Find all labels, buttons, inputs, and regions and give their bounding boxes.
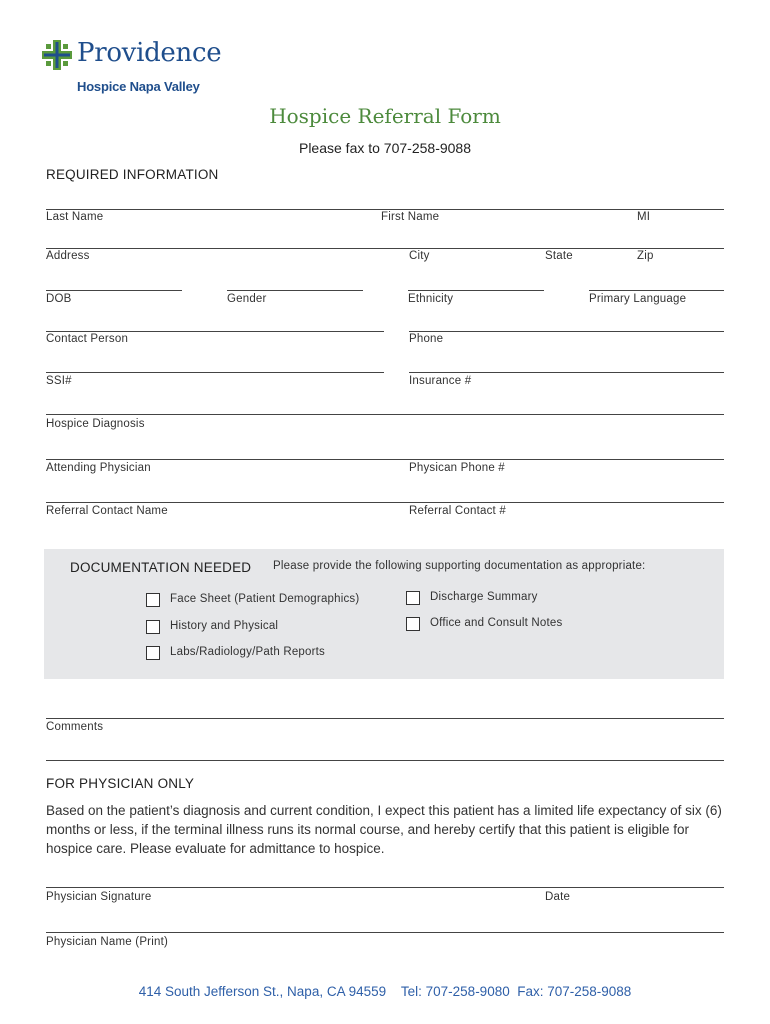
documentation-note: Please provide the following supporting documentation as appropriate: — [273, 560, 646, 572]
form-title: Hospice Referral Form — [269, 104, 501, 128]
comments-field-line-2[interactable] — [46, 760, 724, 761]
insurance-label: Insurance # — [409, 375, 472, 387]
fax-note: Please fax to 707-258-9088 — [298, 140, 471, 156]
documentation-panel — [44, 549, 724, 679]
attending-physician-field-line[interactable] — [46, 459, 724, 460]
sub-brand: Hospice Napa Valley — [77, 79, 200, 94]
brand-logo-text: Providence — [77, 38, 222, 68]
physician-signature-label: Physician Signature — [46, 891, 152, 903]
gender-label: Gender — [227, 293, 267, 305]
hospice-diagnosis-field-line[interactable] — [46, 414, 724, 415]
phone-field-line[interactable] — [409, 331, 724, 332]
last-name-label: Last Name — [46, 211, 104, 223]
gender-field-line[interactable] — [227, 290, 363, 291]
physician-only-heading: FOR PHYSICIAN ONLY — [46, 776, 195, 791]
ssi-field-line[interactable] — [46, 372, 384, 373]
primary-language-field-line[interactable] — [589, 290, 724, 291]
documentation-heading: DOCUMENTATION NEEDED — [70, 560, 252, 575]
ethnicity-label: Ethnicity — [408, 293, 454, 305]
referral-contact-number-label: Referral Contact # — [409, 505, 506, 517]
comments-field-line[interactable] — [46, 718, 724, 719]
mi-label: MI — [637, 211, 651, 223]
face-sheet-checkbox[interactable] — [146, 593, 160, 607]
ethnicity-field-line[interactable] — [408, 290, 544, 291]
dob-label: DOB — [46, 293, 72, 305]
contact-person-label: Contact Person — [46, 333, 129, 345]
face-sheet-label: Face Sheet (Patient Demographics) — [170, 593, 360, 605]
ssi-label: SSI# — [46, 375, 72, 387]
discharge-summary-checkbox[interactable] — [406, 591, 420, 605]
contact-person-field-line[interactable] — [46, 331, 384, 332]
primary-language-label: Primary Language — [589, 293, 687, 305]
zip-label: Zip — [637, 250, 654, 262]
comments-label: Comments — [46, 721, 104, 733]
office-consult-label: Office and Consult Notes — [430, 617, 563, 629]
physician-name-label: Physician Name (Print) — [46, 936, 168, 948]
labs-radiology-checkbox[interactable] — [146, 646, 160, 660]
insurance-field-line[interactable] — [409, 372, 724, 373]
footer-contact: 414 South Jefferson St., Napa, CA 94559 Tel: 707-258-9080 Fax: 707-258-9088 — [138, 984, 632, 999]
address-label: Address — [46, 250, 90, 262]
referral-contact-name-label: Referral Contact Name — [46, 505, 168, 517]
physician-statement: Based on the patient’s diagnosis and current condition, I expect this patient has a limited life expectancy of six (6) months or less, if the terminal illness runs its normal course, and hereby certify that this patient is eligible for hospice care. Please evaluate for admittance to hospice. — [46, 803, 722, 856]
attending-physician-label: Attending Physician — [46, 462, 151, 474]
history-physical-label: History and Physical — [170, 620, 279, 632]
office-consult-checkbox[interactable] — [406, 617, 420, 631]
city-label: City — [409, 250, 430, 262]
last-name-field-line[interactable] — [46, 209, 724, 210]
dob-field-line[interactable] — [46, 290, 182, 291]
providence-cross-icon — [42, 40, 72, 70]
address-field-line[interactable] — [46, 248, 724, 249]
required-info-heading: REQUIRED INFORMATION — [46, 167, 219, 182]
physician-signature-field-line[interactable] — [46, 887, 724, 888]
history-physical-checkbox[interactable] — [146, 620, 160, 634]
physician-name-field-line[interactable] — [46, 932, 724, 933]
referral-contact-field-line[interactable] — [46, 502, 724, 503]
physician-phone-label: Physican Phone # — [409, 462, 505, 474]
hospice-diagnosis-label: Hospice Diagnosis — [46, 418, 145, 430]
phone-label: Phone — [409, 333, 444, 345]
labs-radiology-label: Labs/Radiology/Path Reports — [170, 646, 325, 658]
discharge-summary-label: Discharge Summary — [430, 591, 538, 603]
state-label: State — [545, 250, 573, 262]
first-name-label: First Name — [381, 211, 440, 223]
date-label: Date — [545, 891, 571, 903]
